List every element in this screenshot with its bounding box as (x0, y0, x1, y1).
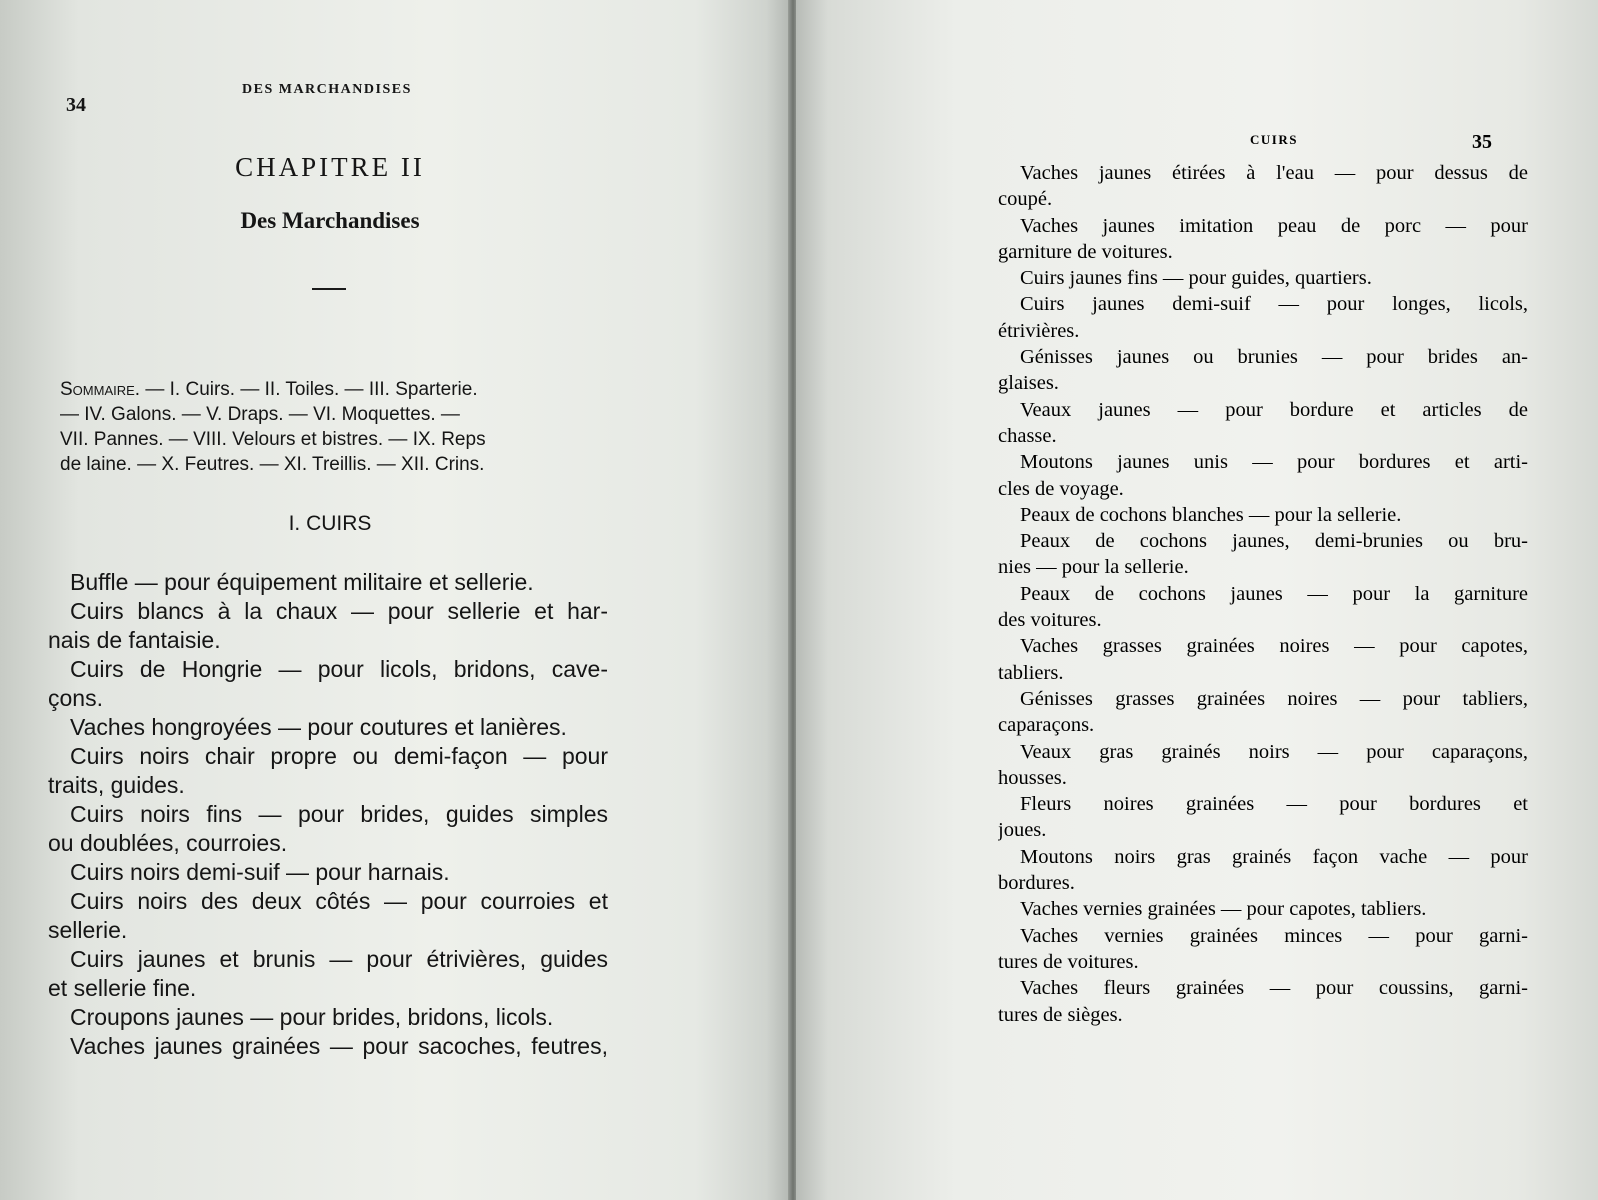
text-line: Cuirs jaunes et brunis — pour étrivières, guides (70, 946, 608, 972)
left-page (0, 0, 790, 1200)
text-line: Peaux de cochons blanches — pour la sellerie. (1020, 503, 1402, 526)
text-line: Vaches vernies grainées minces — pour garni- (1020, 924, 1528, 947)
chapter-subtitle: Des Marchandises (240, 208, 420, 233)
text-line: tabliers. (998, 661, 1064, 684)
text-line: et sellerie fine. (48, 975, 197, 1001)
text-line: Vaches jaunes grainées — pour sacoches, feutres, (70, 1033, 608, 1059)
text-line: des voitures. (998, 609, 1102, 632)
sommaire-text: — I. Cuirs. — II. Toiles. — III. Sparterie. (140, 379, 478, 400)
text-line: Cuirs jaunes fins — pour guides, quartiers. (1020, 267, 1372, 290)
text-line: Cuirs blancs à la chaux — pour sellerie et har- (70, 598, 608, 624)
text-line: Cuirs de Hongrie — pour licols, bridons, cave- (70, 656, 608, 682)
sommaire (60, 377, 615, 477)
text-line: Cuirs noirs fins — pour brides, guides simples (70, 801, 608, 827)
text-line: Croupons jaunes — pour brides, bridons, licols. (70, 1004, 554, 1030)
text-line: Cuirs noirs des deux côtés — pour courroies et (70, 888, 608, 914)
page-number: 34 (66, 94, 86, 116)
text-line: caparaçons. (998, 714, 1095, 737)
text-line: çons. (48, 685, 103, 711)
text-line: glaises. (998, 372, 1059, 395)
text-line: nais de fantaisie. (48, 627, 221, 653)
text-line: tures de voitures. (998, 950, 1139, 973)
running-head: DES MARCHANDISES (242, 82, 412, 97)
running-head: CUIRS (1250, 132, 1298, 147)
text-line: nies — pour la sellerie. (998, 556, 1189, 579)
text-line: Veaux jaunes — pour bordure et articles de (1020, 398, 1528, 421)
text-line: Vaches grasses grainées noires — pour capotes, (1020, 635, 1528, 658)
text-line: Cuirs noirs demi-suif — pour harnais. (70, 859, 450, 885)
text-line: sellerie. (48, 917, 128, 943)
sommaire-line-1 (60, 377, 615, 402)
text-line: étrivières. (998, 319, 1080, 342)
text-line: coupé. (998, 188, 1053, 211)
text-line: Cuirs jaunes demi-suif — pour longes, licols, (1020, 293, 1528, 316)
leather-list-right (998, 160, 1528, 1028)
text-line: tures de sièges. (998, 1003, 1123, 1026)
section-heading: I. CUIRS (288, 512, 372, 535)
text-line: Vaches jaunes étirées à l'eau — pour dessus de (1020, 162, 1528, 184)
text-line: Vaches jaunes imitation peau de porc — pour (1020, 214, 1528, 237)
text-line: Buffle — pour équipement militaire et sellerie. (70, 569, 534, 595)
text-line: Peaux de cochons jaunes — pour la garniture (1020, 582, 1528, 605)
chapter-title: CHAPITRE II (235, 152, 425, 182)
text-line: cles de voyage. (998, 477, 1124, 500)
text-line: chasse. (998, 424, 1057, 447)
page-number: 35 (1472, 131, 1492, 153)
text-line: Veaux gras grainés noirs — pour caparaçons, (1020, 740, 1528, 763)
text-line: garniture de voitures. (998, 240, 1173, 263)
text-line: bordures. (998, 872, 1075, 895)
text-line: Vaches hongroyées — pour coutures et lanières. (70, 714, 567, 740)
text-line: joues. (998, 819, 1047, 842)
text-line: traits, guides. (48, 772, 185, 798)
sommaire-line-4: de laine. — X. Feutres. — XI. Treillis. — XII. Crins. (60, 454, 485, 475)
chapter-rule (312, 288, 346, 290)
text-line: Moutons noirs gras grainés façon vache — pour (1020, 845, 1528, 868)
text-line: Génisses jaunes ou brunies — pour brides an- (1020, 346, 1528, 369)
text-line: Fleurs noires grainées — pour bordures et (1020, 793, 1528, 816)
text-line: Génisses grasses grainées noires — pour tabliers, (1020, 687, 1528, 710)
text-line: housses. (998, 766, 1067, 789)
text-line: Vaches fleurs grainées — pour coussins, garni- (1020, 977, 1528, 1000)
sommaire-label: Sommaire. (60, 379, 141, 400)
text-line: Moutons jaunes unis — pour bordures et arti- (1020, 451, 1528, 474)
text-line: Peaux de cochons jaunes, demi-brunies ou bru- (1020, 530, 1528, 553)
text-line: Cuirs noirs chair propre ou demi-façon — pour (70, 743, 608, 769)
text-line: ou doublées, courroies. (48, 830, 288, 856)
text-line: Vaches vernies grainées — pour capotes, tabliers. (1020, 898, 1427, 921)
sommaire-line-2: — IV. Galons. — V. Draps. — VI. Moquettes. — (60, 404, 460, 425)
leather-list-left (48, 568, 608, 1061)
sommaire-line-3: VII. Pannes. — VIII. Velours et bistres. — IX. Reps (60, 429, 486, 450)
